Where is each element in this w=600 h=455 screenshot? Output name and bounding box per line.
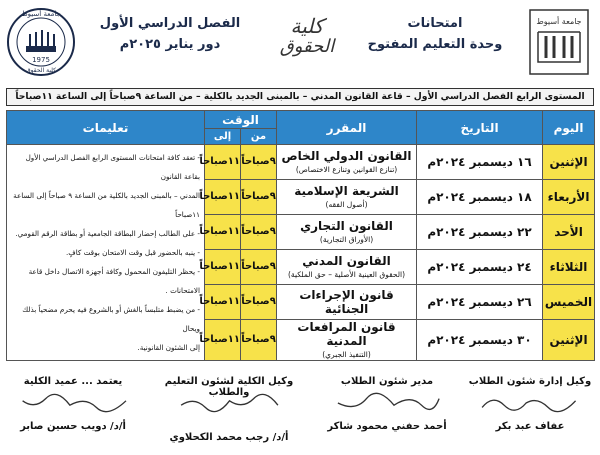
header-to: إلى	[205, 129, 241, 145]
course-sub: (التنفيذ الجبري)	[322, 350, 371, 360]
row-day: الإثنين	[543, 145, 595, 180]
signature-name: عفاف عبد بكر	[495, 421, 565, 432]
row-from: ٩صباحاً	[241, 214, 277, 249]
row-course	[277, 145, 417, 180]
exam-banner: المستوى الرابع الفصل الدراسي الأول – قاعة القانون المدني – بالمبنى الجديد بالكلية – من الساعة ٩صباحاً إلى الساعة ١١صباحاً	[6, 88, 594, 106]
header-instructions: تعليمات	[7, 111, 205, 145]
course-sub: (الأوراق التجارية)	[319, 235, 374, 245]
university-logo-right	[524, 2, 594, 82]
row-to: ١١صباحاً	[205, 179, 241, 214]
signature-name: أحمد حفني محمود شاكر	[327, 421, 447, 432]
row-day: الثلاثاء	[543, 249, 595, 284]
session-label: دور يناير ٢٠٢٥م	[119, 37, 221, 52]
signature-title: مدير شئون الطلاب	[340, 376, 434, 387]
faculty-line1: كلية	[290, 14, 324, 38]
instruction-line: - يحظر التليفون المحمول وكافة أجهزة الاتصال داخل قاعة الامتحانات .	[28, 267, 200, 295]
handwritten-signature	[162, 392, 297, 414]
handwritten-signature	[330, 392, 447, 414]
row-day: الأربعاء	[543, 179, 595, 214]
signature-title: وكيل الكلية لشئون التعليم والطلاب	[164, 376, 294, 398]
university-logo-left	[6, 2, 76, 82]
row-day: الخميس	[543, 284, 595, 319]
row-course	[277, 284, 417, 319]
signature-student-affairs-admin	[466, 376, 594, 432]
left-logo-text: جامعة أسيوط	[21, 10, 61, 18]
course-name: القانون التجاري	[300, 219, 393, 234]
instruction-line: - تعقد كافة امتحانات المستوى الرابع الفصل الدراسي الأول بقاعة القانون	[25, 153, 200, 181]
course-sub: (تنازع القوانين وتنازع الاختصاص)	[295, 165, 398, 175]
left-logo-year: 1975	[32, 56, 50, 64]
row-from: ٩صباحاً	[241, 249, 277, 284]
header-time: الوقت	[205, 111, 277, 129]
signature-dean	[6, 376, 140, 432]
signatures	[0, 374, 600, 455]
header-date: التاريخ	[417, 111, 543, 145]
handwritten-signature	[474, 392, 589, 414]
course-name: الشريعة الإسلامية	[294, 184, 399, 199]
row-course	[277, 249, 417, 284]
table-row	[7, 145, 595, 180]
instruction-line: إلى الشئون القانونية.	[137, 343, 200, 352]
row-from: ٩صباحاً	[241, 145, 277, 180]
left-logo-caption: كلية الحقوق	[26, 67, 56, 74]
handwritten-signature	[14, 392, 135, 414]
row-to: ١١صباحاً	[205, 249, 241, 284]
signature-title: وكيل إدارة شئون الطلاب	[468, 376, 592, 387]
exams-title: امتحانات	[407, 16, 463, 31]
row-from: ٩صباحاً	[241, 319, 277, 360]
row-date: ١٨ ديسمبر ٢٠٢٤م	[417, 179, 543, 214]
exams-info	[360, 16, 510, 58]
row-day: الأحد	[543, 214, 595, 249]
exam-schedule-table	[6, 110, 595, 361]
signature-name: أ/د/ رجب محمد الكحلاوي	[169, 432, 289, 443]
faculty-line2: الحقوق	[279, 36, 335, 57]
signature-name: أ/د/ دويب حسين صابر	[20, 421, 126, 432]
row-to: ١١صباحاً	[205, 145, 241, 180]
semester-label: الفصل الدراسي الأول	[99, 16, 241, 31]
row-date: ٢٦ ديسمبر ٢٠٢٤م	[417, 284, 543, 319]
row-date: ٢٤ ديسمبر ٢٠٢٤م	[417, 249, 543, 284]
row-from: ٩صباحاً	[241, 284, 277, 319]
row-course	[277, 179, 417, 214]
instructions-cell	[7, 145, 205, 361]
row-date: ٣٠ ديسمبر ٢٠٢٤م	[417, 319, 543, 360]
header-from: من	[241, 129, 277, 145]
right-logo-text: جامعة أسيوط	[536, 17, 582, 26]
header-day: اليوم	[543, 111, 595, 145]
course-sub: (الحقوق العينية الأصلية – حق الملكية)	[288, 270, 406, 280]
row-date: ١٦ ديسمبر ٢٠٢٤م	[417, 145, 543, 180]
row-to: ١١صباحاً	[205, 284, 241, 319]
course-name: قانون المرافعات المدنية	[297, 320, 396, 349]
signature-vice-dean	[154, 376, 304, 443]
row-course	[277, 214, 417, 249]
instruction-line: المدني – بالمبنى الجديد بالكلية من الساعة ٩ صباحاً إلى الساعة ١١صباحاً	[13, 191, 200, 219]
signature-student-affairs-director	[322, 376, 452, 432]
header	[0, 0, 600, 86]
course-name: القانون المدني	[302, 254, 391, 269]
faculty-calligraphy	[262, 14, 352, 76]
course-sub: (أصول الفقه)	[325, 200, 368, 210]
unit-label: وحدة التعليم المفتوح	[367, 37, 503, 52]
header-course: المقرر	[277, 111, 417, 145]
instruction-line: - ينبه بالحضور قبل وقت الامتحان بوقت كافٍ.	[65, 248, 200, 257]
course-name: قانون الإجراءات الجنائية	[299, 287, 394, 316]
row-day: الإثنين	[543, 319, 595, 360]
row-from: ٩صباحاً	[241, 179, 277, 214]
instruction-line: - على الطالب إحضار البطاقة الجامعية أو بطاقة الرقم القومي.	[15, 229, 200, 238]
row-to: ١١صباحاً	[205, 319, 241, 360]
row-course	[277, 319, 417, 360]
instruction-line: - من يضبط متلبساً بالغش أو بالشروع فيه يحرم مضحياً بذلك ويحال	[22, 305, 200, 333]
course-name: القانون الدولي الخاص	[281, 149, 412, 164]
row-to: ١١صباحاً	[205, 214, 241, 249]
signature-title: يعتمد ... عميد الكلية	[23, 376, 123, 387]
semester-info	[95, 16, 245, 58]
row-date: ٢٢ ديسمبر ٢٠٢٤م	[417, 214, 543, 249]
